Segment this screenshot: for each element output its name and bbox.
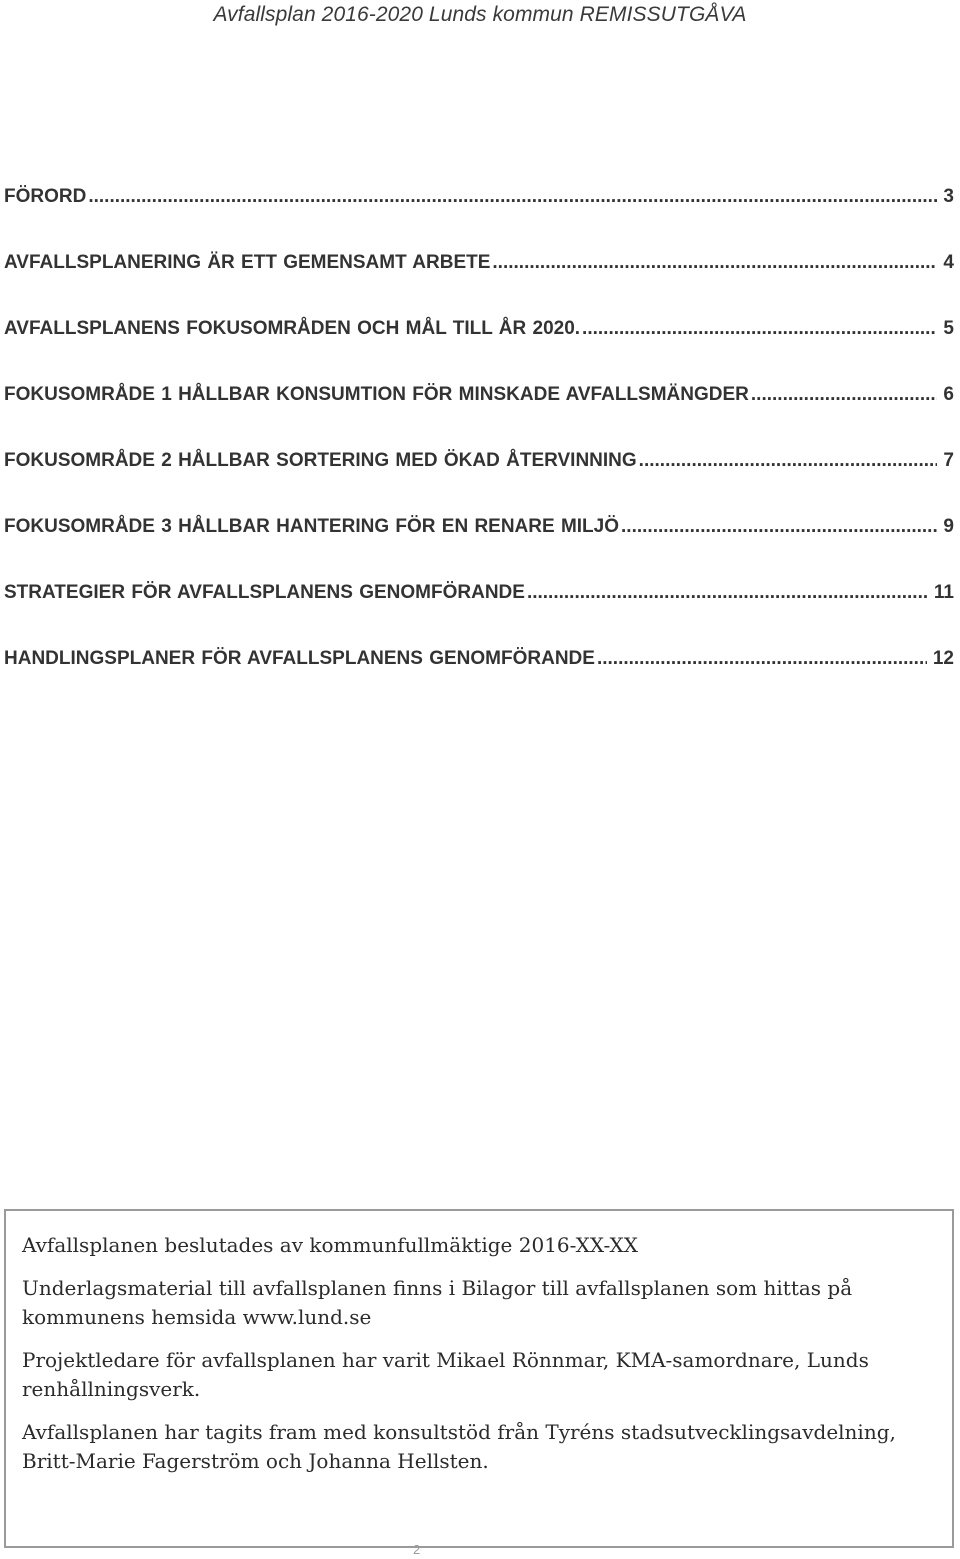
toc-dot-leader <box>751 384 938 406</box>
toc-dot-leader <box>597 648 927 670</box>
decision-paragraph: Avfallsplanen beslutades av kommunfullmäktige 2016-XX-XX <box>22 1233 638 1257</box>
toc-entry-page: 9 <box>943 516 954 537</box>
toc-entry-title: AVFALLSPLANENS FOKUSOMRÅDEN OCH MÅL TILL ÅR 2020. <box>4 318 581 339</box>
consultant-paragraph: Avfallsplanen har tagits fram med konsultstöd från Tyréns stadsutvecklingsavdelning, Britt-Marie Fagerström och Johanna Hellsten. <box>22 1420 896 1473</box>
toc-entry-title: FOKUSOMRÅDE 2 HÅLLBAR SORTERING MED ÖKAD ÅTERVINNING <box>4 450 637 471</box>
toc-entry-title: AVFALLSPLANERING ÄR ETT GEMENSAMT ARBETE <box>4 252 491 273</box>
supporting-material-paragraph: Underlagsmaterial till avfallsplanen finns i Bilagor till avfallsplanen som hittas på kommunens hemsida www.lund.se <box>22 1276 853 1329</box>
toc-entry-title: FÖRORD <box>4 186 87 207</box>
toc-entry[interactable] <box>4 582 960 648</box>
toc-entry[interactable] <box>4 450 960 516</box>
toc-dot-leader <box>639 450 938 472</box>
toc-entry-page: 12 <box>932 648 954 669</box>
info-box <box>4 1209 954 1548</box>
toc-entry-page: 6 <box>943 384 954 405</box>
toc-dot-leader <box>527 582 928 604</box>
toc-entry-title: FOKUSOMRÅDE 1 HÅLLBAR KONSUMTION FÖR MINSKADE AVFALLSMÄNGDER <box>4 384 749 405</box>
project-leader-paragraph: Projektledare för avfallsplanen har varit Mikael Rönnmar, KMA-samordnare, Lunds renhållningsverk. <box>22 1348 869 1401</box>
toc-dot-leader <box>492 252 937 274</box>
toc-entry[interactable] <box>4 384 960 450</box>
toc-entry[interactable] <box>4 648 960 714</box>
toc-entry-page: 5 <box>943 318 954 339</box>
toc-entry-title: STRATEGIER FÖR AVFALLSPLANENS GENOMFÖRANDE <box>4 582 525 603</box>
page-number: 2 <box>413 1542 421 1557</box>
toc-entry-page: 7 <box>943 450 954 471</box>
toc-entry-title: HANDLINGSPLANER FÖR AVFALLSPLANENS GENOMFÖRANDE <box>4 648 595 669</box>
toc-entry[interactable] <box>4 318 960 384</box>
toc-entry[interactable] <box>4 516 960 582</box>
table-of-contents <box>4 186 960 714</box>
toc-entry-page: 4 <box>943 252 954 273</box>
toc-entry[interactable] <box>4 186 960 252</box>
toc-entry-page: 11 <box>933 582 954 603</box>
toc-dot-leader <box>582 318 937 340</box>
toc-entry[interactable] <box>4 252 960 318</box>
page-header: Avfallsplan 2016-2020 Lunds kommun REMISSUTGÅVA <box>213 3 747 26</box>
toc-entry-page: 3 <box>943 186 954 207</box>
toc-dot-leader <box>621 516 937 538</box>
toc-dot-leader <box>88 186 937 208</box>
toc-entry-title: FOKUSOMRÅDE 3 HÅLLBAR HANTERING FÖR EN RENARE MILJÖ <box>4 516 620 537</box>
